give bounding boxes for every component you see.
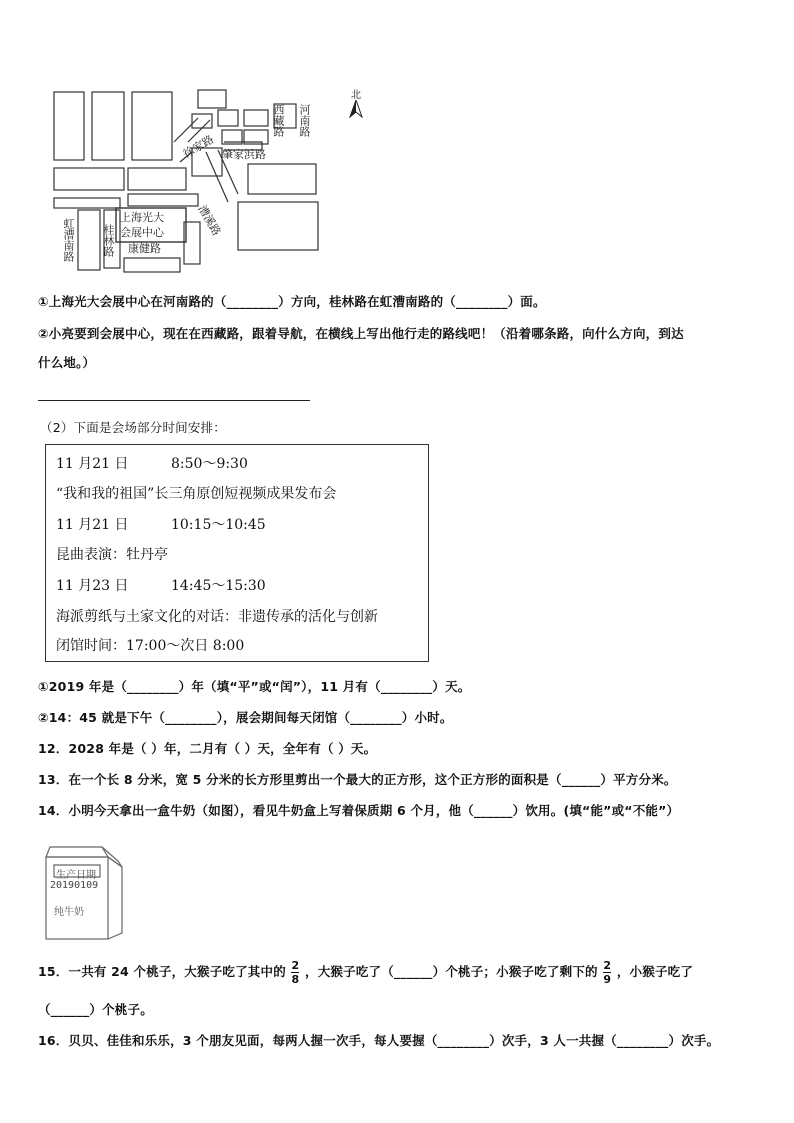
carton-label-date-title: 生产日期	[56, 870, 96, 881]
q15-text-b: ，大猴子吃了（______）个桃子；小猴子吃了剩下的	[305, 964, 598, 979]
q1-part1: ①上海光大会展中心在河南路的（________）方向，桂林路在虹漕南路的（________）面。	[38, 294, 546, 309]
fraction-numerator: 2	[291, 959, 300, 972]
question-12: 12．2028 年是（ ）年，二月有（ ）天，全年有（ ）天。	[38, 741, 377, 756]
north-label: 北	[351, 90, 361, 101]
schedule-row-1	[56, 453, 248, 473]
map-label-henan: 河南路	[298, 104, 310, 137]
question-14: 14．小明今天拿出一盒牛奶（如图），看见牛奶盒上写着保质期 6 个月，他（______）饮用。(填“能”或“不能”）	[38, 803, 680, 818]
fraction-denominator: 8	[291, 973, 300, 986]
map-label-zhaojiabang: 肇家浜路	[222, 149, 266, 161]
map-label-xizang: 西藏路	[272, 104, 284, 137]
q1-part2-line2: 什么地。）	[38, 355, 96, 370]
map-label-hongcao: 虹漕南路	[62, 218, 74, 262]
map-label-xujia: 徐家路	[181, 133, 217, 161]
north-arrow-icon	[349, 100, 363, 118]
map-label-venue-1: 上海光大	[120, 212, 164, 224]
question-15-line2: （______）个桃子。	[38, 1002, 153, 1017]
question-15	[38, 960, 693, 985]
schedule-box	[45, 444, 429, 662]
q2-intro: （2）下面是会场部分时间安排：	[40, 420, 226, 435]
schedule-date: 11 月21 日	[56, 517, 129, 533]
answer-line	[38, 400, 310, 401]
milk-carton-image	[42, 843, 126, 941]
q2-sub1: ①2019 年是（________）年（填“平”或“闰”），11 月有（________）天。	[38, 679, 471, 694]
schedule-time: 10:15～10:45	[171, 517, 266, 533]
schedule-time: 8:50～9:30	[171, 456, 248, 472]
fraction-numerator: 2	[603, 959, 612, 972]
map-label-caoxi: 漕溪路	[195, 203, 223, 239]
q15-text-c: ，小猴子吃了	[616, 964, 694, 979]
question-16: 16．贝贝、佳佳和乐乐，3 个朋友见面，每两人握一次手，每人要握（________）次手，3 人一共握（________）次手。	[38, 1033, 720, 1048]
fraction-denominator: 9	[603, 973, 612, 986]
carton-label-product: 纯牛奶	[54, 907, 84, 918]
map-label-venue-2: 会展中心	[120, 227, 164, 239]
fraction-2-8	[291, 960, 299, 985]
map-figure	[48, 82, 328, 282]
q1-part2-line1: ②小亮要到会展中心，现在在西藏路，跟着导航，在横线上写出他行走的路线吧！（沿着哪条路，向什么方向，到达	[38, 326, 684, 341]
question-13: 13．在一个长 8 分米，宽 5 分米的长方形里剪出一个最大的正方形，这个正方形的面积是（______）平方分米。	[38, 772, 677, 787]
schedule-time: 14:45～15:30	[171, 578, 266, 594]
schedule-closing: 闭馆时间：17:00～次日 8:00	[56, 638, 245, 654]
q2-sub2: ②14：45 就是下午（________），展会期间每天闭馆（________）小时。	[38, 710, 453, 725]
schedule-row-3	[56, 575, 266, 595]
map-label-guilin: 桂林路	[102, 224, 114, 257]
map-label-kangjian: 康健路	[128, 243, 161, 255]
carton-label-date: 20190109	[50, 880, 99, 891]
schedule-event: 昆曲表演：牡丹亭	[56, 547, 168, 563]
q15-text-a: 15．一共有 24 个桃子，大猴子吃了其中的	[38, 964, 286, 979]
schedule-row-2	[56, 514, 266, 534]
fraction-2-9	[603, 960, 611, 985]
schedule-date: 11 月23 日	[56, 578, 129, 594]
schedule-event: 海派剪纸与土家文化的对话：非遗传承的活化与创新	[56, 609, 378, 625]
schedule-date: 11 月21 日	[56, 456, 129, 472]
schedule-event: “我和我的祖国”长三角原创短视频成果发布会	[56, 486, 337, 502]
